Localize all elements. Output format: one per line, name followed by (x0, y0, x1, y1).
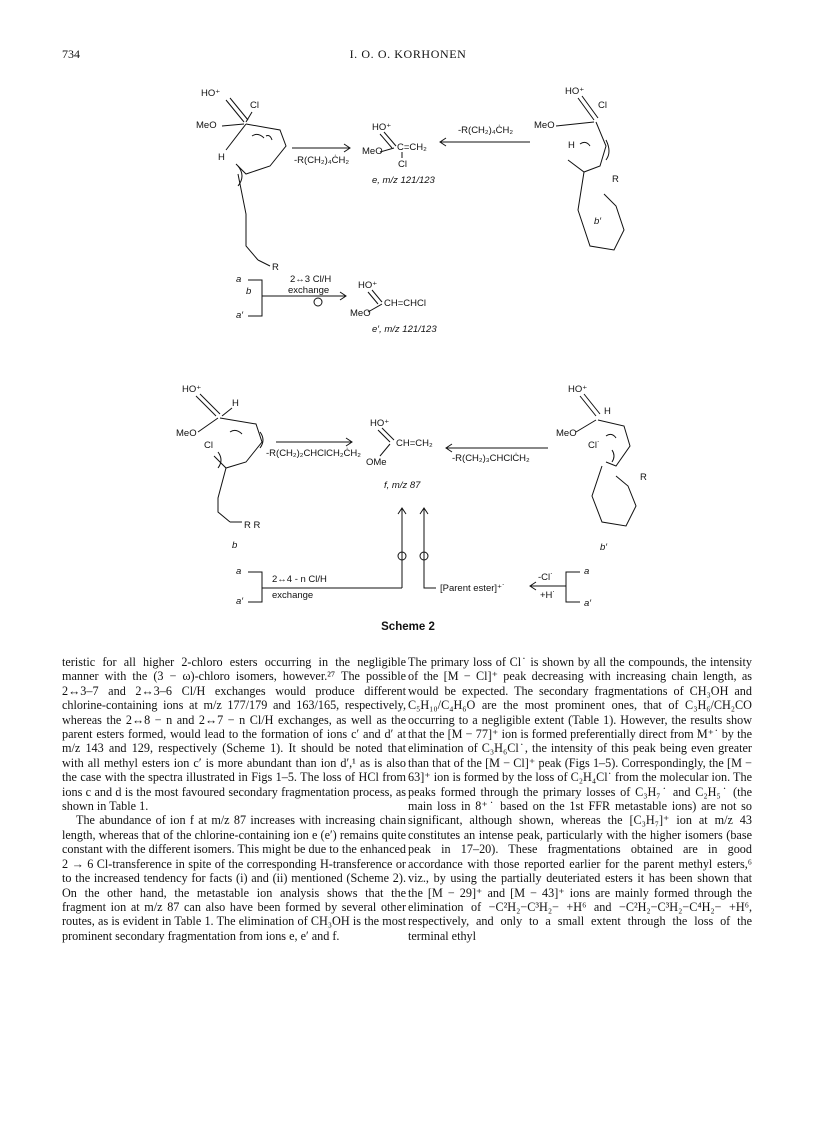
label-b: b (246, 286, 252, 297)
label-bp: b′ (600, 542, 608, 553)
label-r: R (612, 174, 619, 185)
row1-ion-label: e, m/z 121/123 (372, 175, 435, 186)
label-hop: HO⁺ (182, 384, 202, 395)
label-h: H (218, 152, 225, 163)
label-cl: Cl (250, 100, 259, 111)
body-paragraph: The abundance of ion f at m/z 87 increases with increasing chain length, whereas that of the chlorine-containing ion e (e′) remains quite constant with the different isomers. This might be due to the enhanced 2 → 6 Cl-transference in spite of the corresponding H-transference or to the increased tendency for facts (i) and (ii) mentioned (Scheme 2). On the other hand, the metastable ion analysis shows that the fragment ion at m/z 87 can also have been formed by several other routes, as is evident in Table 1. The elimination of CH₃OH is the most prominent secondary fragmentation from ions e, e′ and f. (62, 813, 406, 943)
row4-plus-h: +H˙ (540, 590, 556, 601)
label-ap: a′ (584, 598, 592, 609)
label-cl: Cl (598, 100, 607, 111)
row1-frag-bottom: Cl (398, 159, 407, 170)
label-r: R (272, 262, 279, 273)
body-paragraph: teristic for all higher 2-chloro esters occurring in the negligible manner with the (3 − ω)-chloro isomers, however.²⁷ The possible 2↔3–7 and 2↔3–6 Cl/H exchanges would produce different chlorine-containing ions at m/z 177/179 and 163/165, respectively, whereas the 2↔8 − n and 2↔7 − n Cl/H exchanges, as well as the parent esters formed, would lead to the formation of ions c′ and d′ at m/z 143 and 129, respectively (Scheme 1). It should be noted that with all methyl esters ion c′ is more abundant than ion d′,¹ as is also the case with the spectra illustrated in Figs 1–5. The loss of HCl from ions c and d is the most favoured secondary fragmentation process, as shown in Table 1. (62, 655, 406, 814)
label-meo: MeO (350, 308, 371, 319)
row3-frag: CH=CH₂ (396, 438, 433, 449)
row2-exchange-top: 2↔3 Cl/H (290, 274, 332, 285)
label-ap: a′ (236, 596, 244, 607)
row3-ion-label: f, m/z 87 (384, 480, 421, 491)
label-meo: MeO (176, 428, 197, 439)
label-h: H (568, 140, 575, 151)
row2-ion-label: e′, m/z 121/123 (372, 324, 437, 335)
label-ap: a′ (236, 310, 244, 321)
label-ome: OMe (366, 457, 387, 468)
label-b: b (232, 540, 238, 551)
body-right-column (408, 655, 752, 943)
reaction-scheme (0, 70, 816, 630)
label-meo: MeO (362, 146, 383, 157)
fragment-f (366, 418, 433, 491)
label-cl: Cl (204, 440, 213, 451)
structure-b-top (196, 88, 286, 297)
label-hop: HO⁺ (358, 280, 378, 291)
label-meo: MeO (556, 428, 577, 439)
label-hop: HO⁺ (370, 418, 390, 429)
body-left-column (62, 655, 406, 943)
label-a: a (584, 566, 590, 577)
row1-frag-top: C=CH₂ (397, 142, 427, 153)
row4-minus-cl: -Cl˙ (538, 572, 554, 583)
row4-exchange-top: 2↔4 - n Cl/H (272, 574, 327, 585)
row3-loss-left: -R(CH₂)₂CHClCH₂ĊH₂ (266, 448, 361, 459)
page-number: 734 (62, 47, 80, 61)
label-hop: HO⁺ (372, 122, 392, 133)
label-meo: MeO (196, 120, 217, 131)
label-r: R (640, 472, 647, 483)
row1-loss-right: -R(CH₂)₄ĊH₂ (458, 125, 514, 136)
label-hop: HO⁺ (201, 88, 221, 99)
scheme-caption: Scheme 2 (381, 621, 435, 633)
exchange-row-2 (236, 274, 437, 335)
label-h: H (604, 406, 611, 417)
label-meo: MeO (534, 120, 555, 131)
row3-loss-right: -R(CH₂)₃CHClĊH₂ (452, 453, 530, 464)
label-bp: b′ (594, 216, 602, 227)
row4-exchange-bottom: exchange (272, 590, 314, 601)
running-head: I. O. O. KORHONEN (349, 47, 467, 61)
label-h: H (232, 398, 239, 409)
row2-exchange-bottom: exchange (288, 285, 330, 296)
label-rr: R R (244, 520, 261, 531)
structure-b-mid (176, 384, 263, 551)
row4-parent: [Parent ester]⁺˙ (440, 583, 506, 594)
label-hop: HO⁺ (565, 86, 585, 97)
label-cl-rad: Cl˙ (588, 440, 601, 451)
label-hop: HO⁺ (568, 384, 588, 395)
label-a: a (236, 566, 242, 577)
structure-bp-top (534, 86, 624, 250)
fragment-e (362, 122, 436, 186)
body-paragraph: The primary loss of Cl˙ is shown by all the compounds, the intensity of the [M − Cl]⁺ peak decreasing with increasing chain length, as would be expected. The secondary fragmentations of CH₃OH and C₅H₁₀/C₄H₆O are the most prominent ones, that of C₃H₆/CH₂CO occurring to a negligible extent (Table 1). However, the results show that the [M − 77]⁺ ion is formed preferentially direct from M⁺˙ by the elimination of C₃H₆Cl˙, the intensity of this peak being even greater than that of the [M − Cl]⁺ peak (Figs 1–5). Correspondingly, the [M − 63]⁺ ion is formed by the loss of C₂H₄Cl˙ from the molecular ion. The peaks formed through the primary losses of C₃H₇˙ and C₂H₅˙ (the main loss in 8⁺˙ based on the 1st FFR metastable ions) are not so significant, although shown, whereas the [C₃H₇]⁺ ion at m/z 43 constitutes an intense peak, particularly with the higher isomers (base peak in 17–20). These fragmentations obtained are in good accordance with those reported earlier for the parent methyl esters,⁶ viz., by using the partially deuteriated esters it has been shown that the [M − 29]⁺ and [M − 43]⁺ ions are mainly formed through the elimination of −C²H₂−C³H₂− +H⁶ and −C²H₂−C³H₂−C⁴H₂− +H⁶, respectively, and only to a small extent through the loss of the terminal ethyl (408, 655, 752, 943)
structure-bp-mid (556, 384, 647, 553)
row1-loss-left: -R(CH₂)₄ĊH₂ (294, 155, 350, 166)
label-a: a (236, 274, 242, 285)
exchange-row-4 (236, 566, 592, 609)
row2-frag: CH=CHCl (384, 298, 426, 309)
